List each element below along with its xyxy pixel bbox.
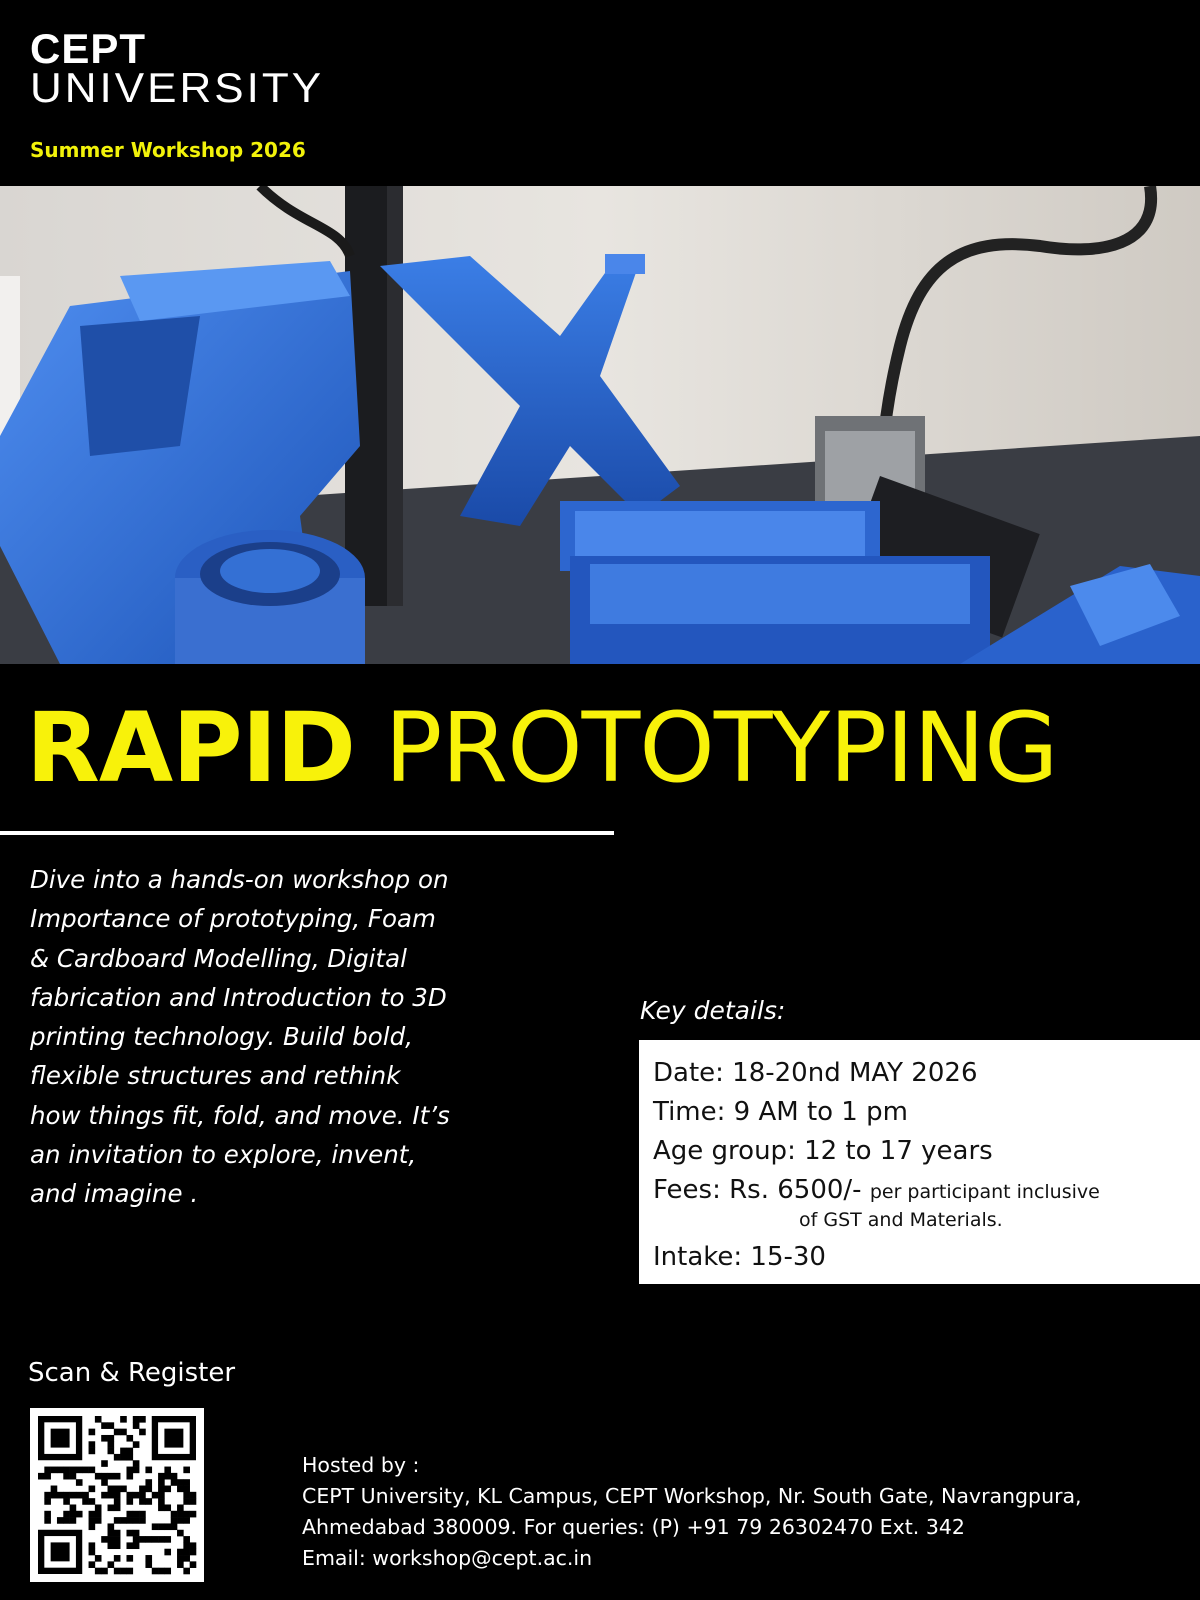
hosted-label: Hosted by : [302, 1453, 420, 1477]
logo-line-1: CEPT [30, 25, 147, 72]
detail-date: Date: 18-20nd MAY 2026 [653, 1058, 978, 1088]
fees-note: per participant inclusive [869, 1181, 1100, 1203]
detail-age: Age group: 12 to 17 years [653, 1136, 993, 1166]
key-details-box [639, 1040, 1200, 1284]
fees-main: Fees: Rs. 6500/- [653, 1175, 862, 1205]
university-logo [30, 25, 325, 112]
hosted-line-1: CEPT University, KL Campus, CEPT Workshop, Nr. South Gate, Navrangpura, [302, 1484, 1082, 1508]
title-regular: PROTOTYPING [384, 692, 1058, 804]
hosted-line-2: Ahmedabad 380009. For queries: (P) +91 79 26302470 Ext. 342 [302, 1515, 965, 1539]
hosted-by-block [302, 1450, 1082, 1574]
scan-register-label: Scan & Register [28, 1358, 236, 1388]
3d-printed-parts-photo [0, 186, 1200, 664]
qr-code-icon[interactable] [30, 1408, 204, 1582]
hosted-email: Email: workshop@cept.ac.in [302, 1546, 593, 1570]
workshop-description: Dive into a hands-on workshop on Importance of prototyping, Foam & Cardboard Modelling, Digital fabrication and Introduction to 3D printing technology. Build bold, flexible structures and rethink how things fit, fold, and move. It’s an invitation to explore, invent, and imagine . [30, 865, 450, 1209]
title-underline [0, 831, 614, 835]
fees-note-continued: of GST and Materials. [799, 1209, 1003, 1231]
workshop-title [26, 692, 1058, 804]
detail-time: Time: 9 AM to 1 pm [653, 1097, 908, 1127]
logo-line-2: UNIVERSITY [30, 65, 325, 112]
workshop-tagline: Summer Workshop 2026 [30, 138, 306, 162]
title-bold: RAPID [26, 692, 355, 804]
detail-intake: Intake: 15-30 [653, 1242, 826, 1272]
hero-photo [0, 186, 1200, 664]
qr-code-pattern [30, 1408, 204, 1582]
key-details-label: Key details: [640, 996, 786, 1025]
